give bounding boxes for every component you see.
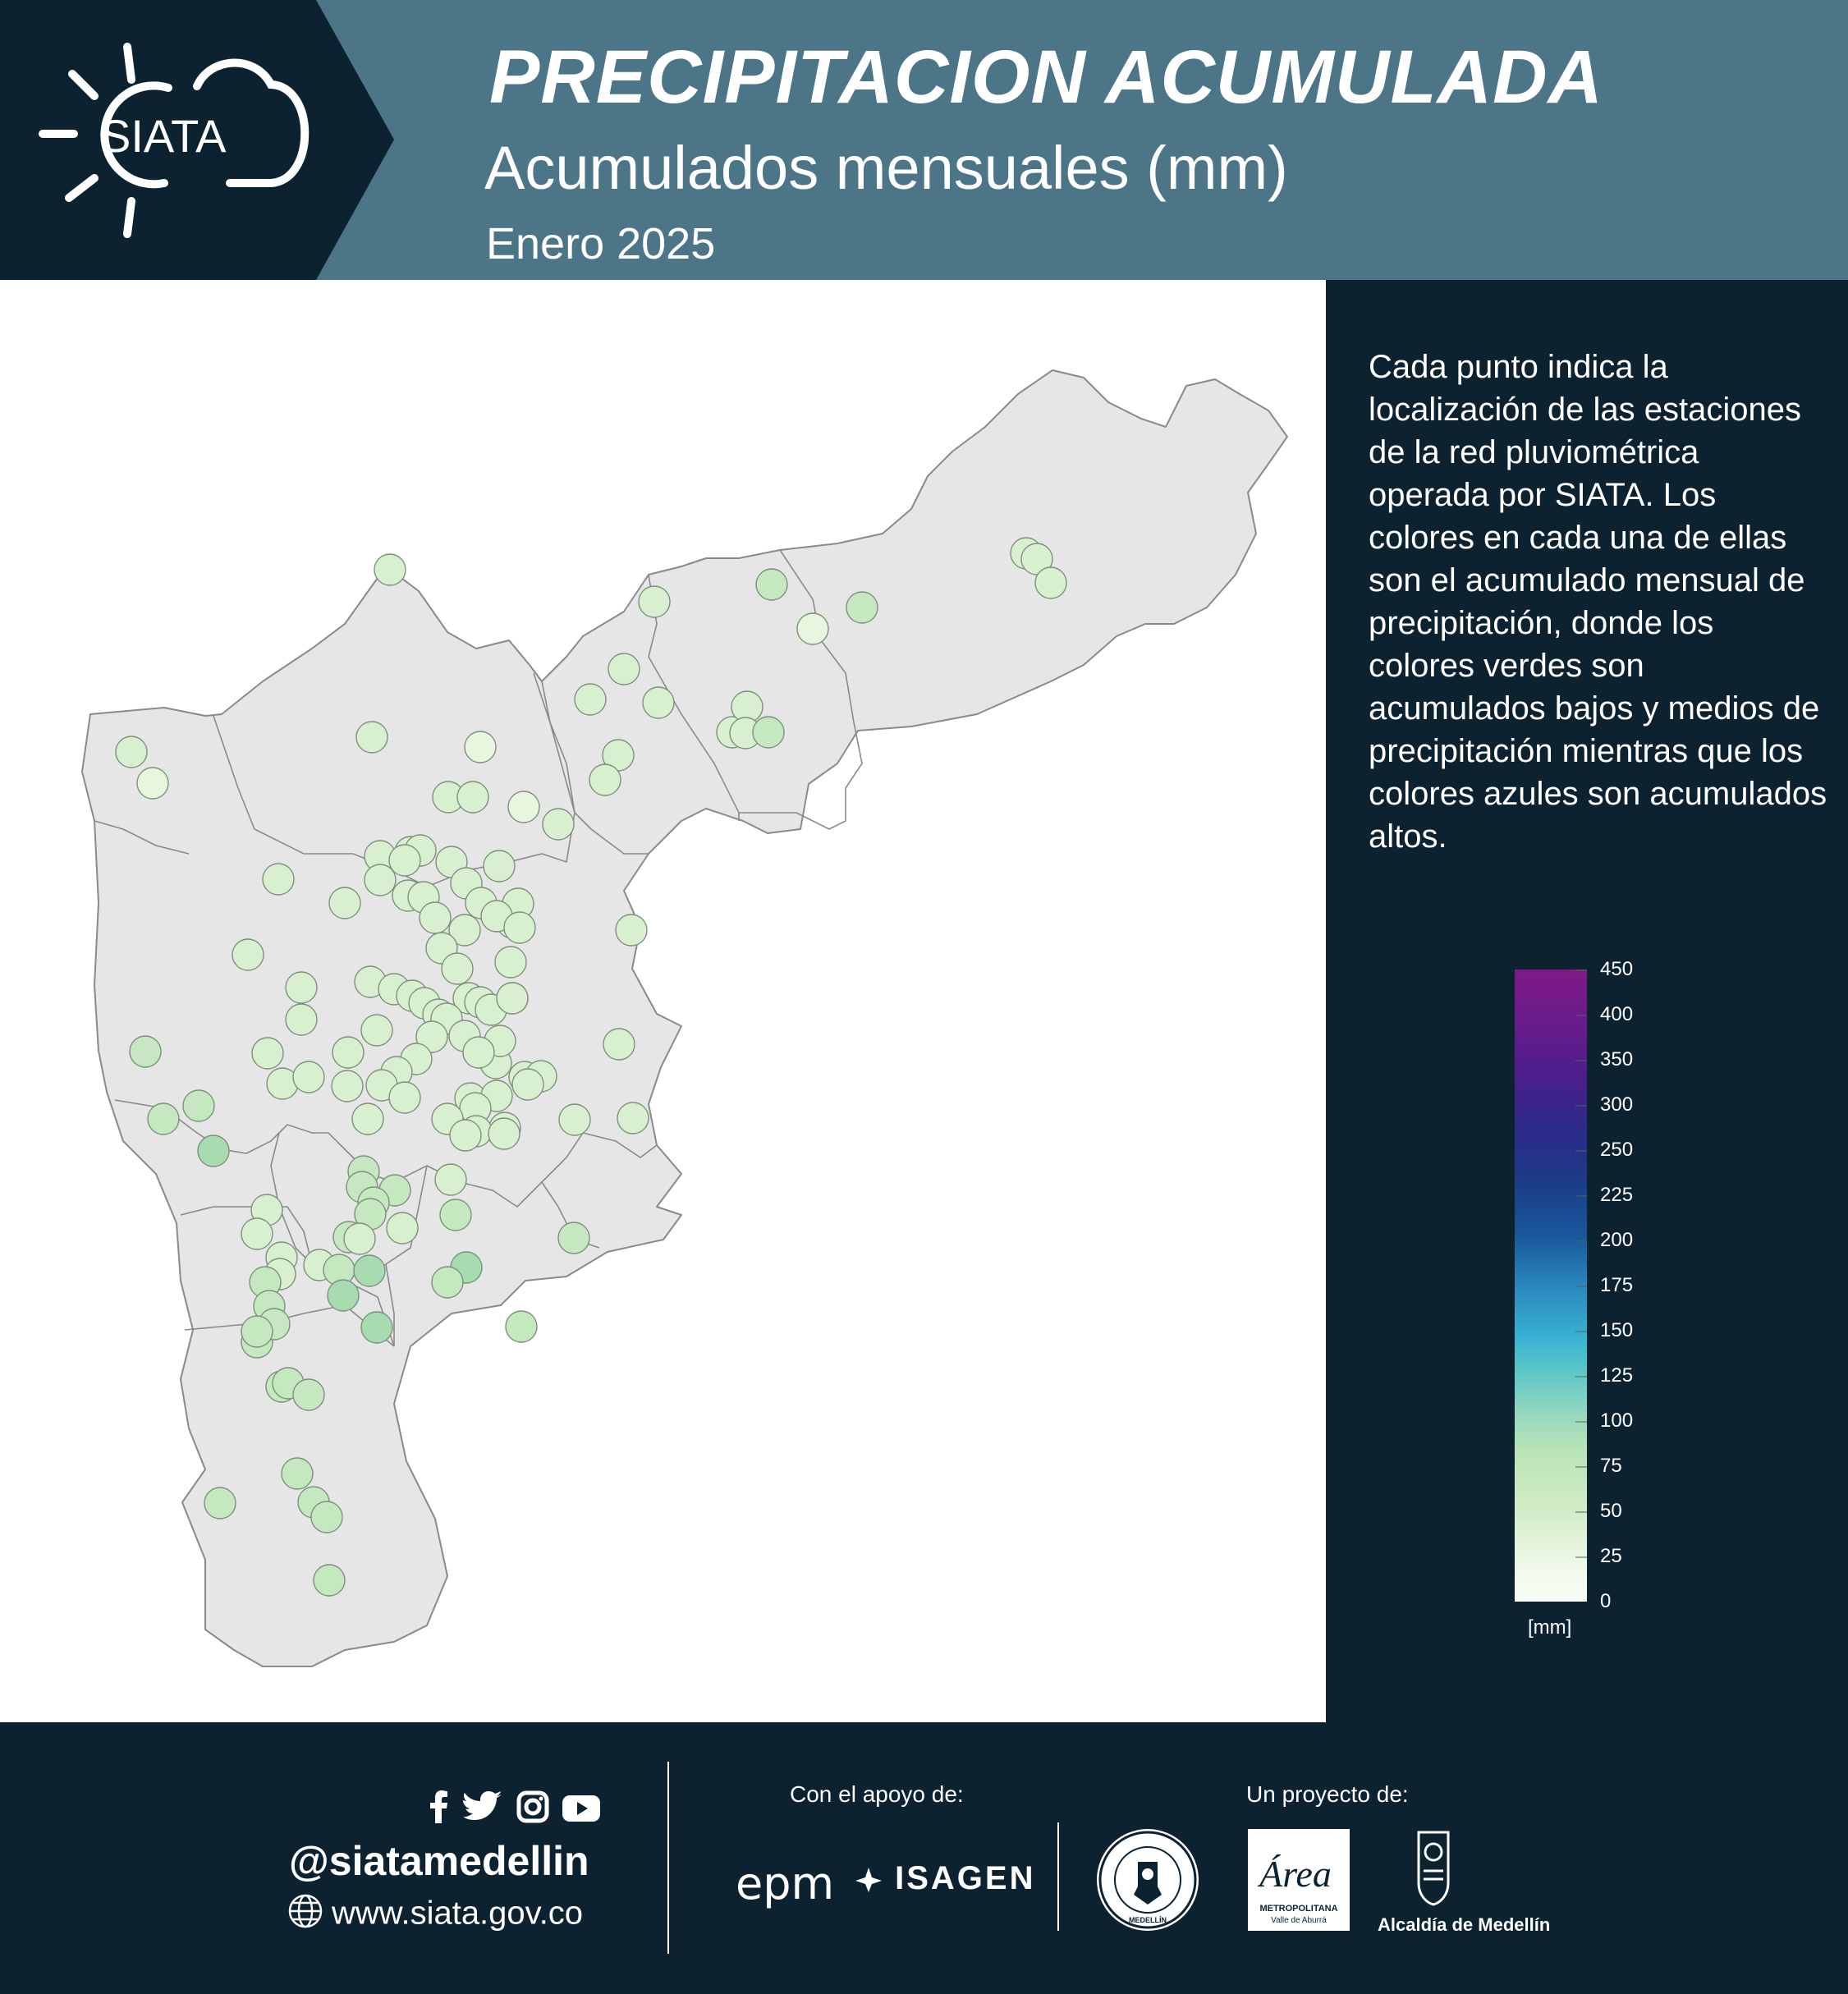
isagen-logo — [854, 1860, 1035, 1897]
legend-tick-label: 100 — [1600, 1410, 1634, 1432]
station-marker — [488, 1118, 520, 1149]
legend-tick — [1575, 1060, 1587, 1061]
station-marker — [241, 1316, 273, 1347]
station-marker — [282, 1458, 313, 1489]
station-marker — [559, 1104, 590, 1135]
medellin-seal-logo — [1097, 1829, 1199, 1931]
station-marker — [328, 1280, 359, 1311]
station-marker — [286, 1004, 317, 1035]
website-link[interactable] — [287, 1893, 583, 1937]
station-marker — [286, 972, 317, 1003]
area-line1: METROPOLITANA — [1259, 1904, 1338, 1914]
station-marker — [389, 1082, 420, 1113]
website-url: www.siata.gov.co — [332, 1895, 584, 1932]
divider — [1057, 1822, 1059, 1931]
station-marker — [495, 947, 526, 978]
precipitation-map — [0, 280, 1326, 1722]
legend-tick-label: 150 — [1600, 1319, 1634, 1341]
legend-tick-label: 50 — [1600, 1500, 1622, 1522]
page-subtitle: Acumulados mensuales (mm) — [484, 134, 1288, 202]
legend-tick-label: 400 — [1600, 1003, 1634, 1025]
period-date: Enero 2025 — [486, 219, 716, 268]
station-marker — [457, 782, 488, 813]
station-marker — [352, 1103, 383, 1135]
legend-unit: [mm] — [1528, 1616, 1572, 1639]
station-marker — [198, 1135, 229, 1167]
station-marker — [148, 1103, 179, 1135]
station-marker — [558, 1222, 589, 1254]
station-marker — [130, 1036, 161, 1067]
instagram-icon[interactable] — [516, 1790, 549, 1827]
station-marker — [440, 1199, 471, 1231]
station-marker — [361, 1312, 392, 1343]
station-marker — [389, 845, 420, 876]
station-marker — [484, 850, 515, 882]
legend-tick — [1575, 1195, 1587, 1197]
legend-tick-label: 350 — [1600, 1048, 1634, 1070]
station-marker — [387, 1212, 418, 1244]
area-metropolitana-logo — [1248, 1829, 1350, 1931]
station-marker — [361, 1015, 392, 1046]
station-marker — [241, 1218, 273, 1249]
station-marker — [589, 764, 621, 795]
station-marker — [329, 887, 360, 919]
legend-tick — [1575, 1286, 1587, 1287]
station-marker — [332, 1070, 363, 1102]
station-marker — [465, 731, 496, 763]
legend-tick — [1575, 1376, 1587, 1377]
legend-tick-label: 75 — [1600, 1455, 1622, 1477]
footer — [0, 1722, 1848, 1994]
legend-tick — [1575, 1015, 1587, 1016]
station-marker — [314, 1565, 345, 1596]
area-script-text: Área — [1259, 1853, 1332, 1895]
station-marker — [137, 768, 168, 799]
legend-tick — [1575, 1511, 1587, 1513]
station-marker — [442, 953, 473, 984]
legend-tick — [1575, 1466, 1587, 1468]
side-panel — [1326, 280, 1848, 1722]
page-title: PRECIPITACION ACUMULADA — [489, 35, 1603, 119]
station-marker — [797, 613, 828, 644]
area-line2: Valle de Aburrá — [1271, 1916, 1327, 1925]
project-label: Un proyecto de: — [1246, 1781, 1409, 1807]
station-marker — [756, 569, 787, 600]
station-marker — [497, 983, 528, 1014]
map-description: Cada punto indica la localización de las estaciones de la red pluviométrica operada por SIATA. Los colores en cada una de ellas son el acumulado mensual de precipitación, donde los colores verdes son acumulados bajos y medios de precipitación mientras que los colores azules son acumulados altos. — [1369, 349, 1827, 855]
legend-tick — [1575, 1421, 1587, 1423]
seal-text: MEDELLÍN — [1129, 1916, 1167, 1924]
legend-tick-label: 300 — [1600, 1093, 1634, 1116]
header — [0, 0, 1848, 280]
station-marker — [263, 864, 294, 895]
station-marker — [311, 1501, 342, 1533]
region-outline — [82, 370, 1287, 1666]
legend-tick — [1575, 1150, 1587, 1152]
station-marker — [432, 1267, 463, 1298]
station-marker — [252, 1038, 283, 1069]
logo-text: SIATA — [100, 110, 227, 162]
siata-logo — [33, 37, 320, 242]
map-area — [0, 280, 1326, 1722]
station-marker — [356, 722, 387, 753]
station-marker — [420, 902, 451, 933]
legend-tick — [1575, 1240, 1587, 1242]
station-marker — [1035, 567, 1066, 598]
legend-tick — [1575, 1331, 1587, 1332]
station-marker — [617, 1102, 649, 1134]
station-marker — [463, 1037, 494, 1068]
youtube-icon[interactable] — [562, 1794, 600, 1827]
station-marker — [232, 939, 264, 970]
social-handle[interactable]: @siatamedellin — [289, 1838, 589, 1884]
legend-tick — [1575, 1105, 1587, 1107]
isagen-mark-icon — [854, 1860, 883, 1896]
legend-tick-label: 175 — [1600, 1274, 1634, 1296]
legend-tick-label: 125 — [1600, 1364, 1634, 1387]
station-marker — [293, 1379, 324, 1410]
legend-tick-label: 225 — [1600, 1184, 1634, 1206]
legend-tick-label: 450 — [1600, 958, 1634, 980]
station-marker — [344, 1223, 375, 1254]
divider — [667, 1762, 669, 1954]
epm-logo: epm — [736, 1858, 835, 1909]
station-marker — [374, 554, 406, 585]
station-marker — [332, 1037, 364, 1068]
station-marker — [504, 912, 535, 943]
legend-tick-label: 200 — [1600, 1229, 1634, 1251]
station-marker — [639, 586, 670, 617]
alcaldia-logo — [1376, 1826, 1491, 1924]
legend-tick-label: 0 — [1600, 1590, 1612, 1612]
station-marker — [508, 791, 539, 823]
station-marker — [643, 687, 674, 718]
station-marker — [575, 684, 606, 715]
station-marker — [753, 717, 784, 748]
station-marker — [846, 592, 878, 623]
color-legend — [1515, 958, 1761, 1639]
legend-tick — [1575, 1556, 1587, 1558]
station-marker — [512, 1069, 543, 1100]
station-marker — [450, 1120, 481, 1151]
station-marker — [543, 809, 574, 840]
station-marker — [435, 1164, 466, 1195]
station-marker — [616, 914, 647, 946]
twitter-icon[interactable] — [463, 1790, 502, 1827]
station-marker — [183, 1090, 214, 1121]
station-marker — [293, 1061, 324, 1093]
station-marker — [608, 653, 640, 685]
social-icons — [427, 1790, 610, 1827]
legend-tick-label: 25 — [1600, 1545, 1622, 1567]
legend-tick — [1575, 969, 1587, 971]
support-label: Con el apoyo de: — [790, 1781, 964, 1807]
station-marker — [204, 1487, 236, 1519]
station-marker — [603, 1029, 635, 1060]
station-marker — [365, 864, 396, 896]
isagen-text: ISAGEN — [895, 1860, 1036, 1896]
globe-icon — [287, 1893, 323, 1937]
station-marker — [116, 736, 147, 768]
station-marker — [354, 1255, 385, 1286]
alcaldia-label: Alcaldía de Medellín — [1378, 1914, 1551, 1935]
facebook-icon[interactable] — [427, 1790, 450, 1827]
station-marker — [506, 1311, 537, 1342]
legend-tick-label: 250 — [1600, 1139, 1634, 1161]
